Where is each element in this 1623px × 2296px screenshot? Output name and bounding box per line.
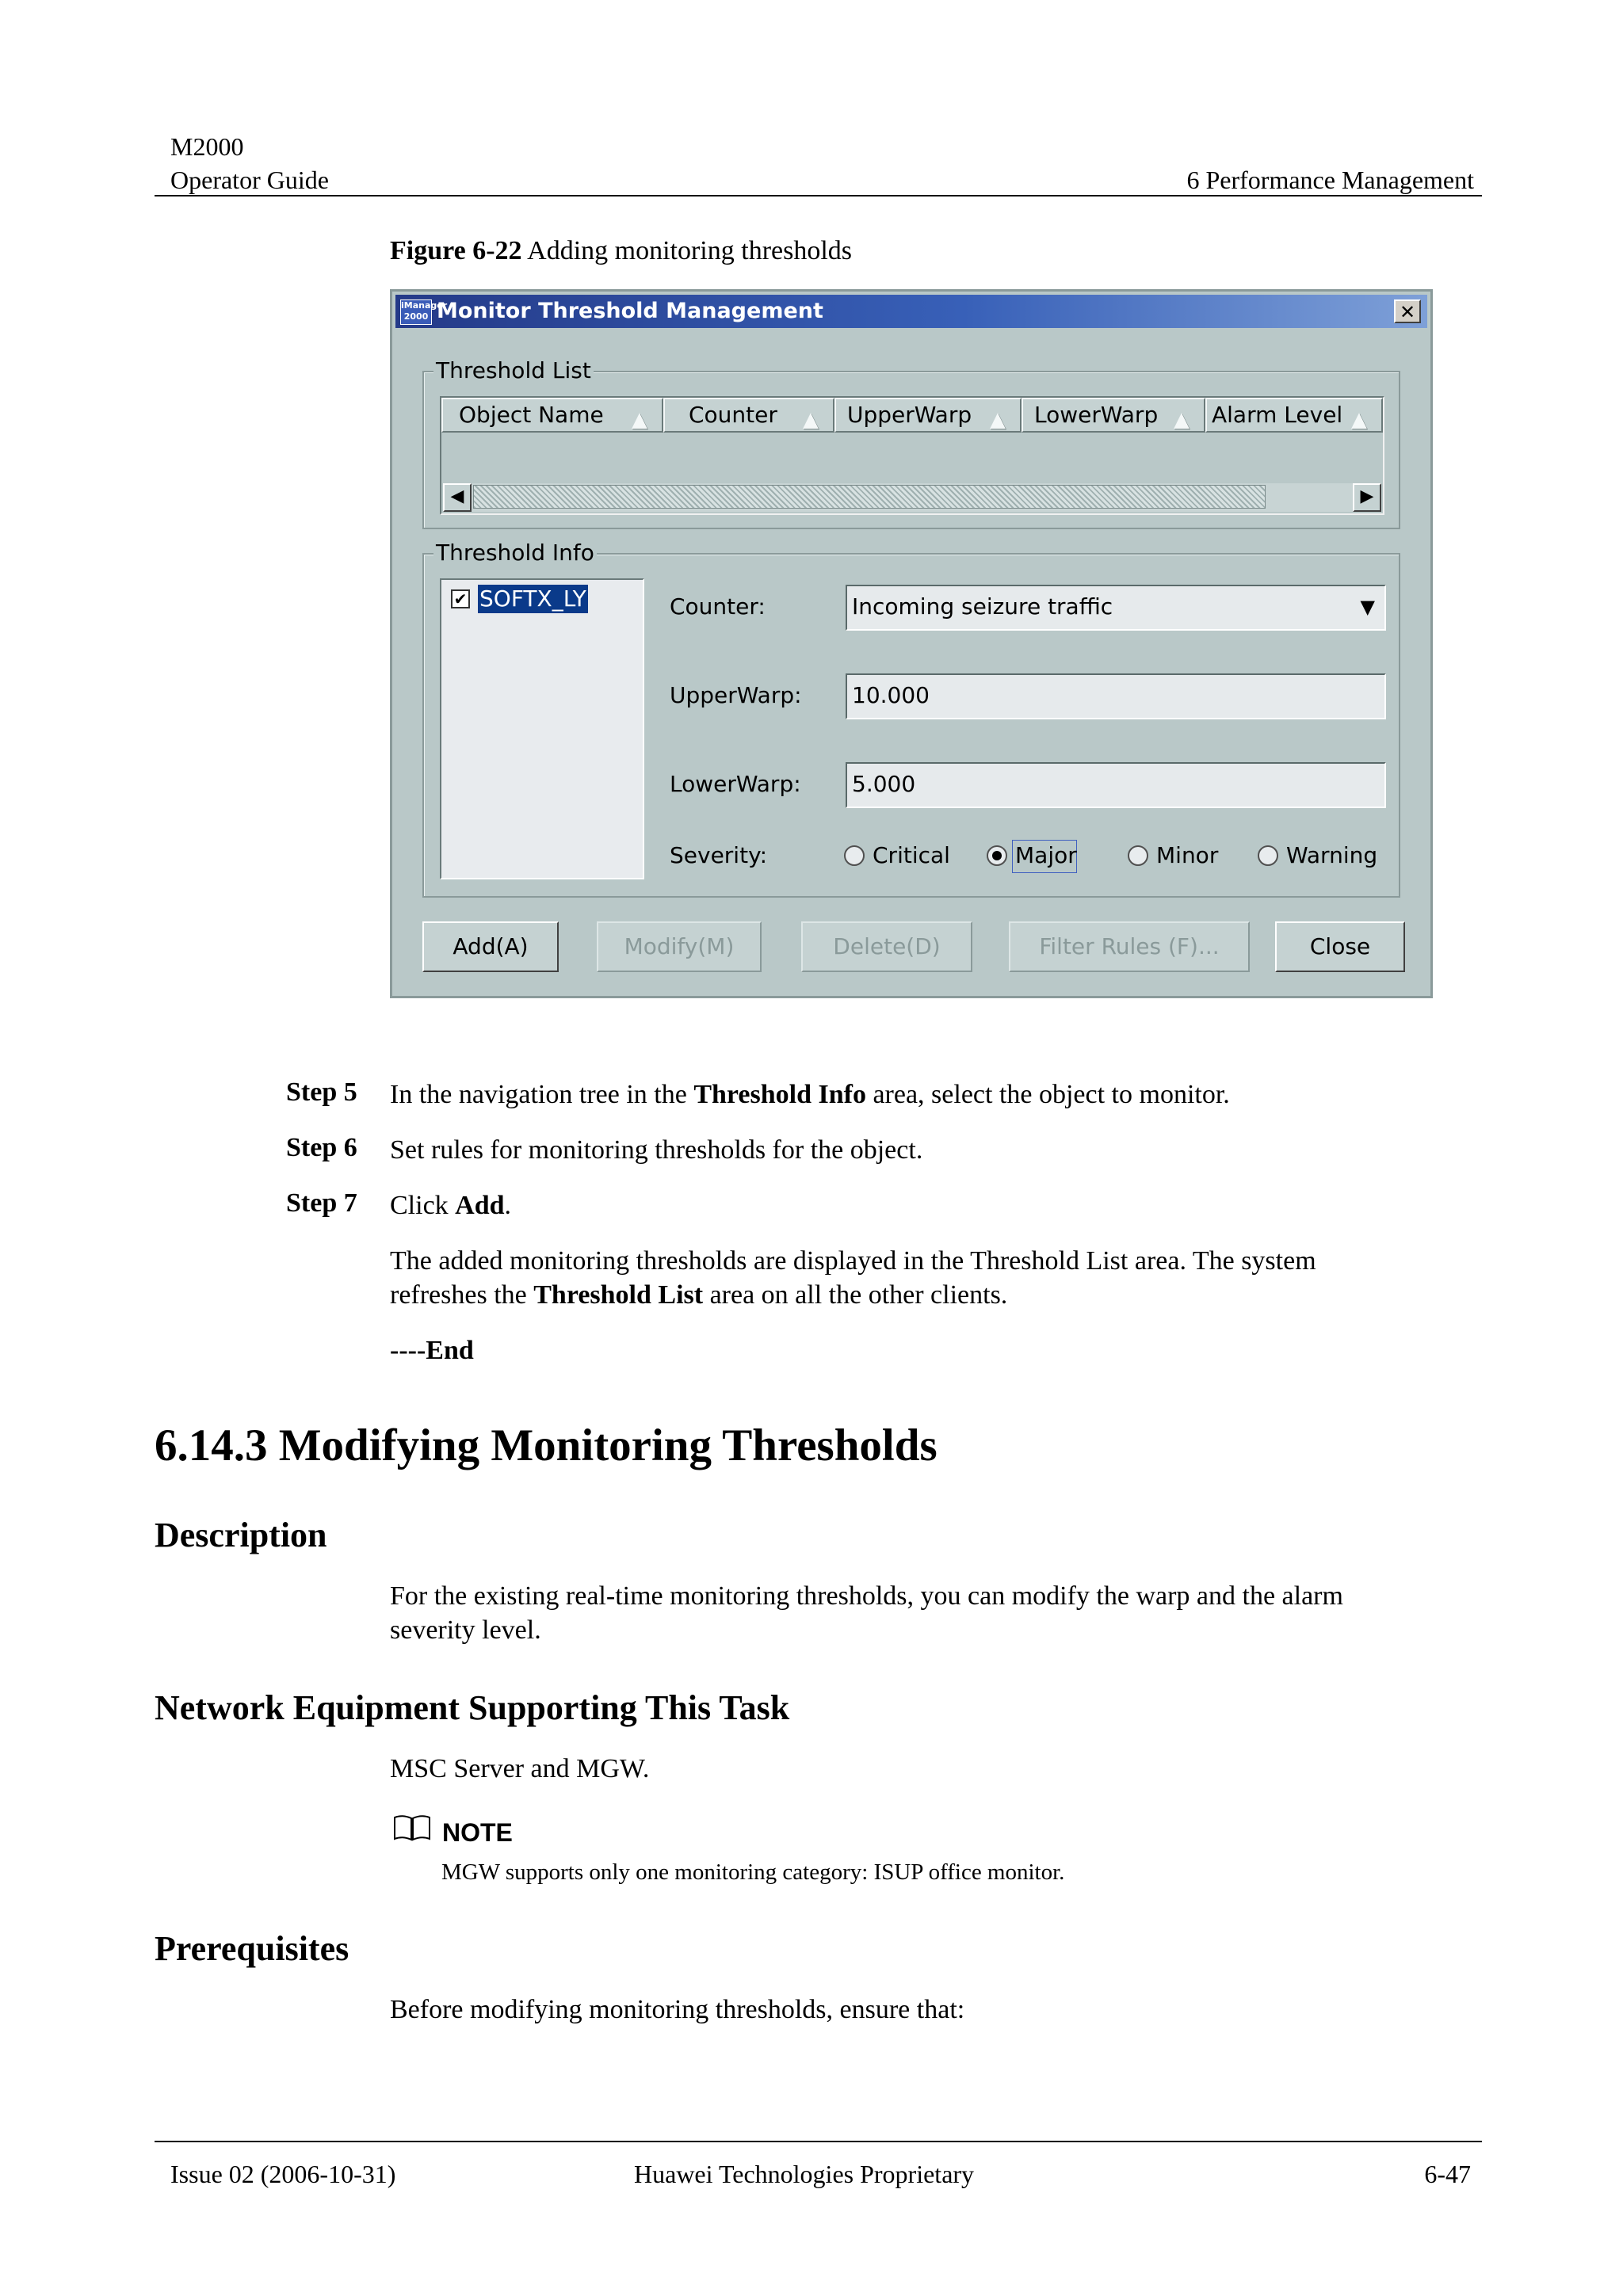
header-doc-title: Operator Guide	[170, 166, 329, 194]
sort-ascending-icon: ▲	[990, 408, 1006, 432]
threshold-list-title: Threshold List	[433, 358, 594, 383]
chevron-down-icon: ▼	[1360, 596, 1375, 618]
monitor-threshold-dialog	[390, 289, 1433, 998]
counter-dropdown[interactable]: Incoming seizure traffic ▼	[846, 585, 1386, 631]
delete-button[interactable]: Delete(D)	[801, 921, 972, 972]
end-marker: ----End	[390, 1336, 474, 1365]
equipment-text: MSC Server and MGW.	[390, 1754, 650, 1783]
step-result-line1: The added monitoring thresholds are displayed in the Threshold List area. The system	[390, 1246, 1316, 1276]
figure-caption	[390, 234, 852, 268]
filter-rules-button[interactable]: Filter Rules (F)...	[1009, 921, 1250, 972]
book-icon	[393, 1814, 431, 1841]
step-7-text: Click Add.	[390, 1191, 512, 1220]
column-header-lowerwarp[interactable]: LowerWarp ▲	[1022, 398, 1205, 433]
tree-item-softx-ly[interactable]: SOFTX_LY	[479, 585, 586, 612]
column-header-counter[interactable]: Counter ▲	[663, 398, 834, 433]
severity-critical-label[interactable]: Critical	[873, 842, 950, 868]
sort-ascending-icon: ▲	[632, 408, 647, 432]
scrollbar-thumb[interactable]	[473, 485, 1266, 509]
figure-label: Figure 6-22	[390, 236, 522, 265]
threshold-info-group	[422, 540, 1400, 898]
step-result-line2: refreshes the Threshold List area on all the other clients.	[390, 1280, 1008, 1310]
step-7-label: Step 7	[286, 1188, 357, 1218]
column-header-object-name[interactable]: Object Name ▲	[441, 398, 663, 433]
add-button[interactable]: Add(A)	[422, 921, 559, 972]
footer-proprietary: Huawei Technologies Proprietary	[634, 2160, 975, 2188]
counter-label: Counter:	[670, 593, 766, 620]
lowerwarp-input[interactable]: 5.000	[846, 762, 1386, 808]
footer-rule	[155, 2141, 1482, 2142]
horizontal-scrollbar[interactable]	[443, 483, 1381, 512]
description-heading: Description	[155, 1516, 327, 1554]
footer-issue: Issue 02 (2006-10-31)	[170, 2160, 396, 2188]
equipment-heading: Network Equipment Supporting This Task	[155, 1688, 790, 1727]
upperwarp-label: UpperWarp:	[670, 682, 802, 708]
scroll-left-icon[interactable]: ◀	[443, 483, 472, 512]
upperwarp-input[interactable]: 10.000	[846, 673, 1386, 719]
close-icon[interactable]: ✕	[1394, 299, 1421, 323]
severity-minor-radio[interactable]	[1128, 845, 1148, 866]
object-checkbox[interactable]: ✔	[451, 589, 470, 608]
close-button[interactable]: Close	[1275, 921, 1405, 972]
step-6-text: Set rules for monitoring thresholds for the object.	[390, 1135, 923, 1165]
sort-ascending-icon: ▲	[803, 408, 819, 432]
description-line1: For the existing real-time monitoring thresholds, you can modify the warp and the alarm	[390, 1581, 1343, 1611]
prerequisites-heading: Prerequisites	[155, 1929, 349, 1968]
section-title: 6.14.3 Modifying Monitoring Thresholds	[155, 1421, 938, 1470]
app-logo-icon: iManager 2000	[400, 299, 432, 325]
severity-warning-label[interactable]: Warning	[1286, 842, 1378, 868]
description-line2: severity level.	[390, 1615, 541, 1645]
object-tree[interactable]	[440, 578, 644, 879]
modify-button[interactable]: Modify(M)	[597, 921, 762, 972]
step-6-label: Step 6	[286, 1133, 357, 1162]
prerequisites-text: Before modifying monitoring thresholds, ensure that:	[390, 1995, 965, 2024]
step-5-text: In the navigation tree in the Threshold Info area, select the object to monitor.	[390, 1080, 1230, 1109]
note-text: MGW supports only one monitoring category: ISUP office monitor.	[441, 1859, 1065, 1885]
footer-page-number: 6-47	[1424, 2160, 1471, 2188]
severity-major-label[interactable]: Major	[1015, 842, 1077, 868]
lowerwarp-label: LowerWarp:	[670, 771, 801, 797]
dialog-title: Monitor Threshold Management	[437, 299, 823, 323]
dialog-titlebar[interactable]	[395, 295, 1427, 328]
severity-label: Severity:	[670, 842, 768, 868]
severity-major-radio[interactable]	[987, 845, 1007, 866]
sort-ascending-icon: ▲	[1351, 408, 1367, 432]
figure-caption-text: Adding monitoring thresholds	[527, 236, 853, 265]
sort-ascending-icon: ▲	[1174, 408, 1190, 432]
note-label: NOTE	[442, 1818, 513, 1847]
threshold-list-table[interactable]	[440, 396, 1384, 515]
header-chapter: 6 Performance Management	[1186, 166, 1474, 194]
severity-critical-radio[interactable]	[844, 845, 865, 866]
threshold-info-title: Threshold Info	[433, 540, 597, 566]
step-5-label: Step 5	[286, 1077, 357, 1107]
header-product: M2000	[170, 132, 244, 161]
severity-minor-label[interactable]: Minor	[1156, 842, 1219, 868]
severity-warning-radio[interactable]	[1258, 845, 1278, 866]
threshold-list-group	[422, 357, 1400, 529]
column-header-upperwarp[interactable]: UpperWarp ▲	[834, 398, 1022, 433]
column-header-alarm-level[interactable]: Alarm Level ▲	[1205, 398, 1383, 433]
header-rule	[155, 195, 1482, 196]
scroll-right-icon[interactable]: ▶	[1353, 483, 1381, 512]
